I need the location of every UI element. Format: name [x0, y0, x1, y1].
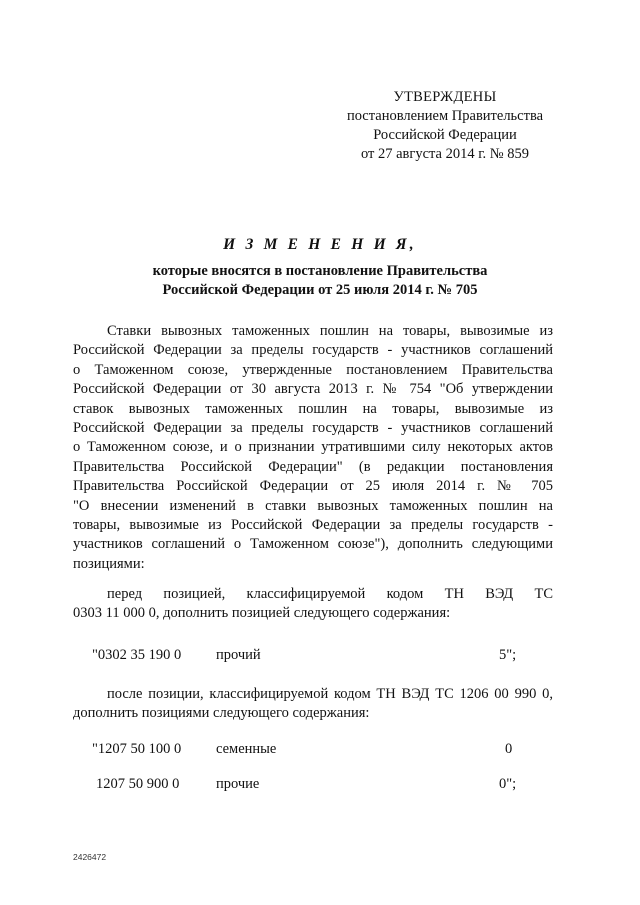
text-line: перед позицией, классифицируемой кодом ТН ВЭД ТС [107, 586, 553, 602]
position-name: семенные [216, 741, 277, 757]
position-name: прочие [216, 776, 260, 792]
duty-rate: 0 [505, 741, 513, 757]
text-line: после позиции, классифицируемой кодом ТН ВЭД ТС 1206 00 990 0, [107, 686, 553, 702]
tn-ved-code: "0302 35 190 0 [92, 647, 182, 663]
document-title: И З М Е Н Е Н И Я, [223, 236, 417, 253]
document-subtitle [70, 262, 570, 300]
text-line: Российской Федерации за пределы государств - участников соглашений [73, 420, 553, 437]
text-line: 0303 11 000 0, дополнить позицией следующего содержания: [73, 605, 451, 622]
approval-block [330, 88, 560, 164]
approval-line: постановлением Правительства [346, 108, 544, 124]
text-line: о Таможенном союзе, и о признании утратившими силу некоторых актов [73, 439, 553, 456]
approval-line: Российской Федерации [373, 127, 517, 143]
subtitle-line: Российской Федерации от 25 июля 2014 г. № 705 [162, 282, 478, 298]
text-line: позициями: [73, 555, 145, 572]
text-line: "О внесении изменений в ставки вывозных таможенных пошлин на [73, 497, 553, 514]
text-line: Ставки вывозных таможенных пошлин на товары, вывозимые из [107, 323, 553, 339]
document-number: 2426472 [73, 852, 107, 862]
duty-rate: 0"; [499, 776, 517, 792]
text-line: Российской Федерации за пределы государств - участников соглашений [73, 342, 553, 359]
text-line: Правительства Российской Федерации от 25 июля 2014 г. № 705 [73, 478, 553, 495]
text-line: дополнить позициями следующего содержания: [73, 705, 370, 722]
position-name: прочий [216, 647, 261, 663]
text-line: товары, вывозимые из Российской Федерации за пределы государств - [73, 517, 553, 534]
text-line: о Таможенном союзе, утвержденные постановлением Правительства [73, 361, 553, 378]
tn-ved-code: 1207 50 900 0 [96, 776, 180, 792]
text-line: ставок вывозных таможенных пошлин на товары, вывозимые из [73, 400, 553, 417]
text-line: участников соглашений о Таможенном союзе"), дополнить следующими [73, 536, 553, 553]
subtitle-line: которые вносятся в постановление Правительства [152, 263, 488, 279]
paragraph-before-position [73, 585, 553, 624]
approval-heading: УТВЕРЖДЕНЫ [393, 89, 497, 105]
approval-date: от 27 августа 2014 г. № 859 [360, 146, 530, 162]
paragraph-main [73, 322, 553, 574]
text-line: Правительства Российской Федерации" (в редакции постановления [73, 458, 553, 475]
paragraph-after-position [73, 685, 553, 724]
text-line: Российской Федерации от 30 августа 2013 г. № 754 "Об утверждении [73, 381, 553, 398]
duty-rate: 5"; [499, 647, 517, 663]
tn-ved-code: "1207 50 100 0 [92, 741, 182, 757]
